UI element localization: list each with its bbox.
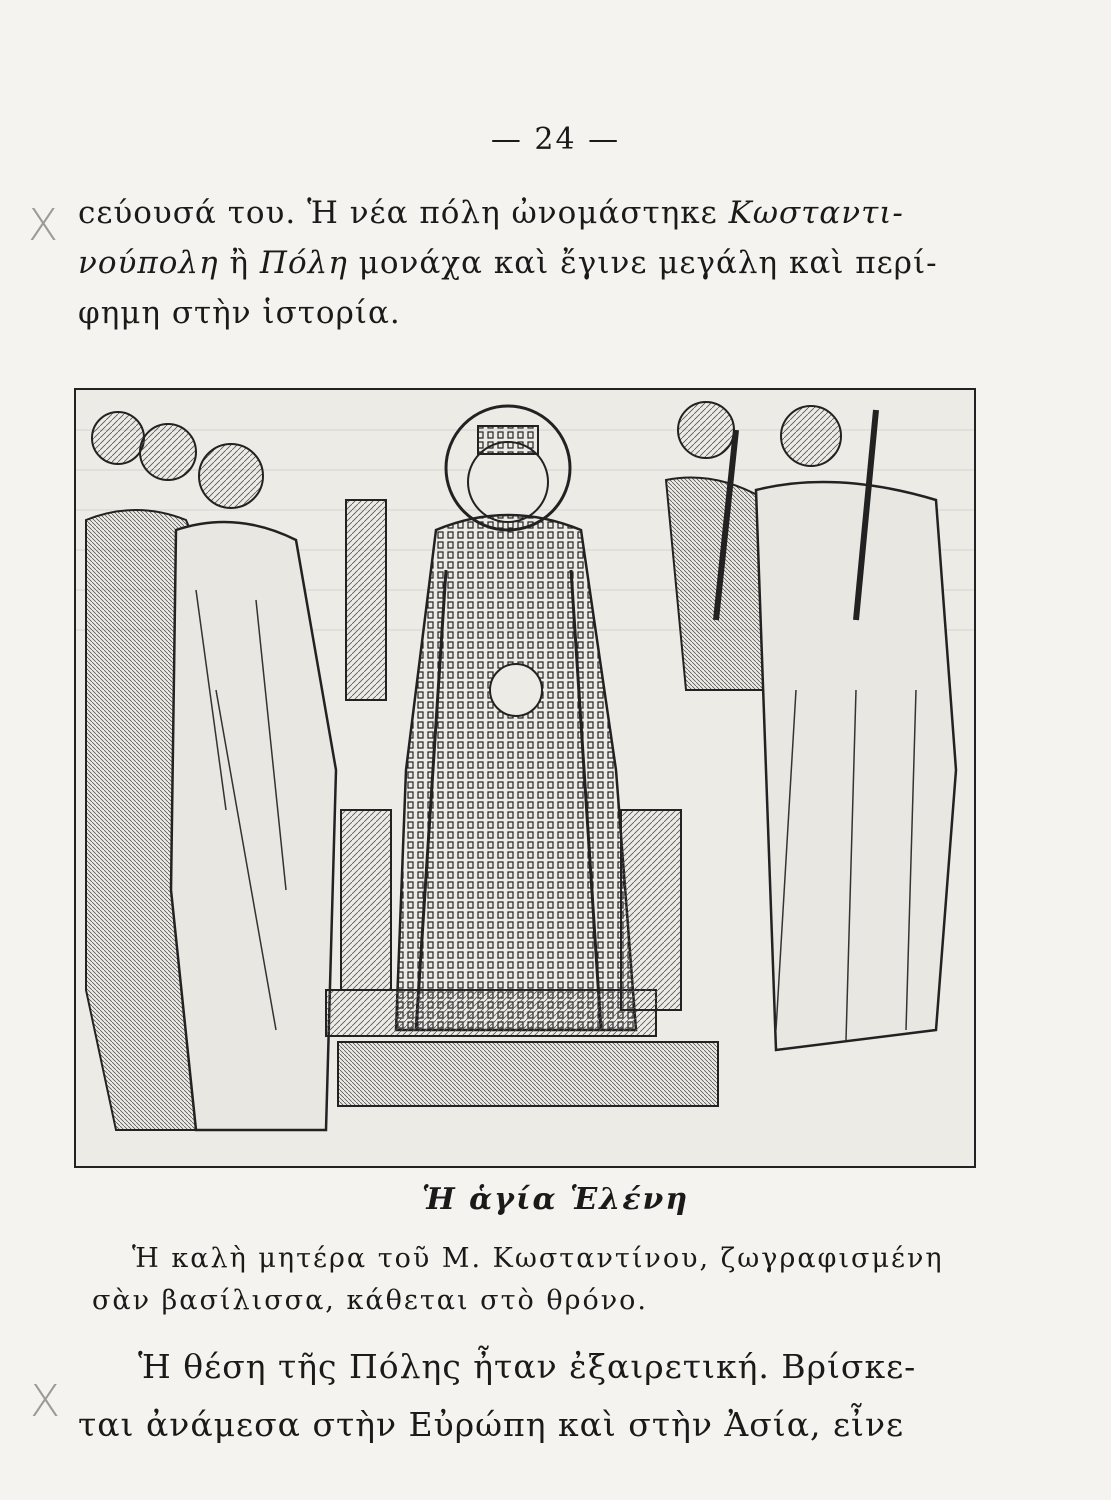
caption-body bbox=[92, 1238, 992, 1322]
top-paragraph-line-3: φημη στὴν ἱστορία. bbox=[78, 295, 401, 331]
margin-pencil-mark-top: X bbox=[28, 200, 59, 251]
italic-name: Κωσταντι- bbox=[728, 195, 904, 231]
text-run: ϲεύουσά του. Ἡ νέα πόλη ὠνομάστηκε bbox=[78, 195, 729, 231]
top-paragraph-line-1 bbox=[78, 188, 978, 238]
margin-pencil-mark-bottom: X bbox=[30, 1376, 61, 1427]
bottom-paragraph-line-2: ται ἀνάμεσα στὴν Εὐρώπη καὶ στὴν Ἀσία, εἶνε bbox=[78, 1405, 905, 1444]
text-run: μονάχα καὶ ἔγινε μεγάλη καὶ περί- bbox=[347, 245, 938, 281]
engraving-illustration bbox=[74, 388, 976, 1168]
text-run: ἢ bbox=[218, 245, 260, 281]
italic-name: Πόλη bbox=[259, 245, 348, 281]
bottom-paragraph bbox=[78, 1338, 1008, 1454]
bottom-paragraph-line-1: Ἡ θέση τῆς Πόλης ἦταν ἐξαιρετική. Βρίσκε- bbox=[138, 1347, 917, 1386]
top-paragraph-line-2 bbox=[78, 238, 978, 288]
italic-name: νούπολη bbox=[78, 245, 219, 281]
caption-title: Ἡ ἁγία Ἑλένη bbox=[421, 1182, 690, 1217]
caption-line-1: Ἡ καλὴ μητέρα τοῦ Μ. Κωσταντίνου, ζωγραφισμένη bbox=[132, 1243, 944, 1274]
top-paragraph bbox=[78, 188, 978, 338]
page-number: — 24 — bbox=[490, 122, 621, 157]
engraving-svg bbox=[76, 390, 974, 1166]
caption-line-2: σὰν βασίλισσα, κάθεται στὸ θρόνο. bbox=[92, 1285, 649, 1316]
